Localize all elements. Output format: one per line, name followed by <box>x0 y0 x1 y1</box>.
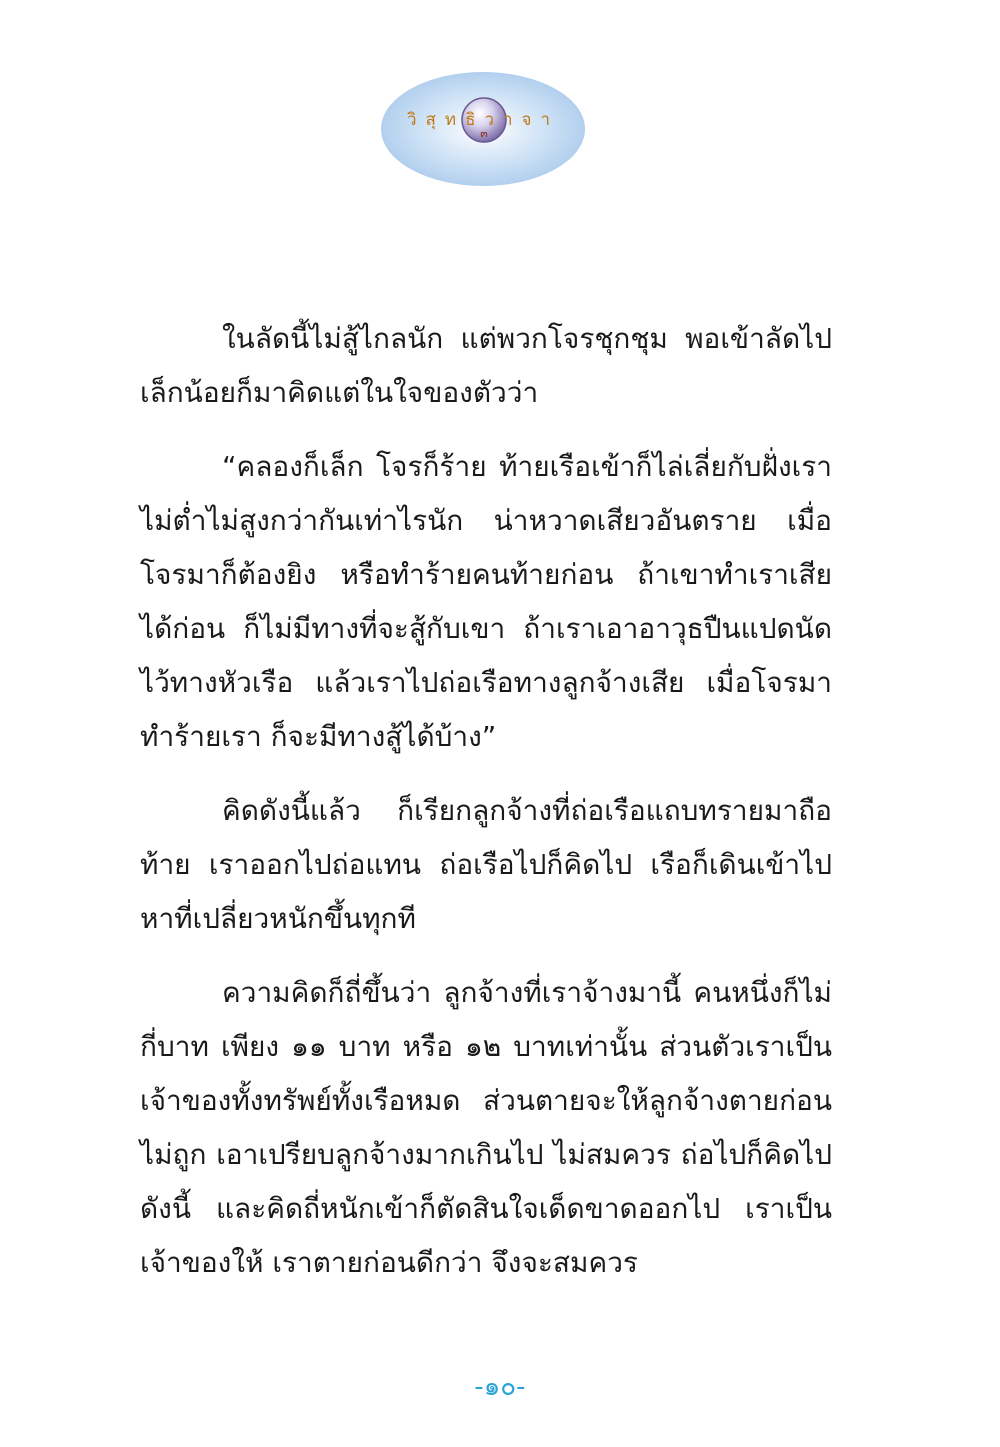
logo-badge: ๓ <box>480 127 488 140</box>
paragraph-3: คิดดังนี้แล้ว ก็เรียกลูกจ้างที่ถ่อเรือแถบทรายมาถือท้าย เราออกไปถ่อแทน ถ่อเรือไปก็คิดไป เรือก็เดินเข้าไปหาที่เปลี่ยวหนักขึ้นทุกที <box>140 794 832 935</box>
paragraph-4: ความคิดก็ถี่ขึ้นว่า ลูกจ้างที่เราจ้างมานี้ คนหนึ่งก็ไม่กี่บาท เพียง ๑๑ บาท หรือ ๑๒ บาทเท่านั้น ส่วนตัวเราเป็นเจ้าของทั้งทรัพย์ทั้งเรือหมด ส่วนตายจะให้ลูกจ้างตายก่อน ไม่ถูก เอาเปรียบลูกจ้างมากเกินไป ไม่สมควร ถ่อไปก็คิดไปดังนี้ และคิดถี่หนักเข้าก็ตัดสินใจเด็ดขาดออกไป เราเป็นเจ้าของให้ เราตายก่อนดีกว่า จึงจะสมควร <box>140 976 832 1279</box>
book-title-emblem <box>380 70 587 188</box>
book-title-emblem-icon <box>380 70 587 188</box>
paragraph-2: “คลองก็เล็ก โจรก็ร้าย ท้ายเรือเข้าก็ไล่เลี่ยกับฝั่งเรา ไม่ต่ำไม่สูงกว่ากันเท่าไรนัก น่าหวาดเสียวอันตราย เมื่อโจรมาก็ต้องยิง หรือทำร้ายคนท้ายก่อน ถ้าเขาทำเราเสียได้ก่อน ก็ไม่มีทางที่จะสู้กับเขา ถ้าเราเอาอาวุธปืนแปดนัดไว้ทางหัวเรือ แล้วเราไปถ่อเรือทางลูกจ้างเสีย เมื่อโจรมาทำร้ายเรา ก็จะมีทางสู้ได้บ้าง” <box>140 450 832 753</box>
logo-text: วิสุทธิวาจา <box>406 110 560 130</box>
body-text <box>140 312 832 1290</box>
page-number: -๑๐- <box>474 1372 526 1402</box>
paragraph-1: ในลัดนี้ไม่สู้ไกลนัก แต่พวกโจรชุกชุม พอเข้าลัดไปเล็กน้อยก็มาคิดแต่ในใจของตัวว่า <box>140 322 832 409</box>
